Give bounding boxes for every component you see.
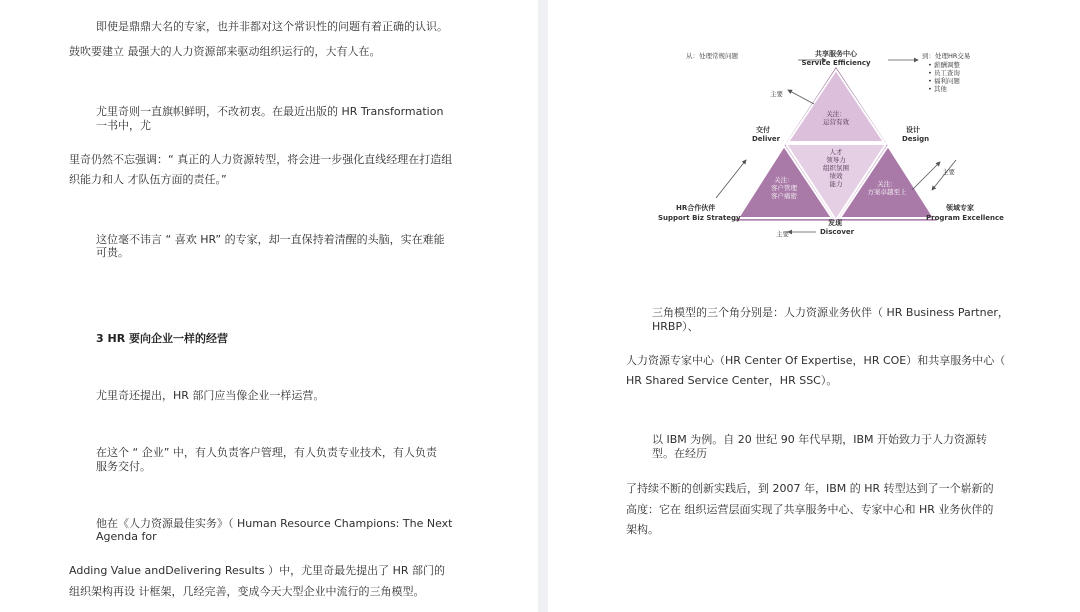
top-triangle: [788, 70, 884, 142]
deliver-label-cn: 交付: [756, 126, 770, 134]
hr-three-pillar-diagram: [656, 40, 1016, 240]
diagram-list-item: • 其他: [928, 85, 947, 93]
paragraph-line: Agenda for: [96, 530, 157, 543]
paragraph-line: 在这个 “ 企业” 中，有人负责客户管理，有人负责专业技术，有人负责: [96, 446, 437, 459]
diagram-list-item: • 薪酬调整: [928, 61, 960, 69]
paragraph-line: 型。在经历: [652, 447, 707, 460]
ssc-title-cn: 共享服务中心: [815, 50, 857, 58]
paragraph-line: HR Shared Service Center，HR SSC）。: [626, 374, 838, 387]
paragraph-line: 人力资源专家中心（HR Center Of Expertise，HR COE）和共享服务中心（: [626, 354, 1006, 367]
main-label: 主要: [776, 230, 789, 238]
main-label: 主要: [942, 168, 955, 176]
hrbp-label-en: Support Biz Strategy: [658, 214, 741, 222]
paragraph-line: 以 IBM 为例。自 20 世纪 90 年代早期，IBM 开始致力于人力资源转: [652, 433, 988, 446]
right-page: [548, 0, 1080, 612]
paragraph-line: 尤里奇还提出，HR 部门应当像企业一样运营。: [96, 389, 325, 402]
paragraph-line: HRBP）、: [652, 320, 699, 333]
top-triangle-text: 关注： 运营有效: [823, 110, 849, 126]
coe-label-en: Program Excellence: [926, 214, 1004, 222]
discover-label-en: Discover: [820, 228, 855, 236]
main-label: 主要: [770, 90, 783, 98]
paragraph-line: 三角模型的三个角分别是：人力资源业务伙伴（ HR Business Partner，: [652, 306, 1009, 319]
right-triangle-text: 关注： 方案卓越至上: [867, 180, 907, 196]
design-label-en: Design: [902, 135, 930, 143]
deliver-label-en: Deliver: [752, 135, 781, 143]
paragraph-line: 可贵。: [96, 246, 129, 259]
arrow: [716, 160, 746, 198]
paragraph-line: 这位毫不讳言 “ 喜欢 HR” 的专家，却一直保持着清醒的头脑，实在难能: [96, 233, 445, 246]
diagram-note: 到：处理HR交易: [922, 52, 971, 60]
paragraph-line: 里奇仍然不忘强调：“ 真正的人力资源转型，将会进一步强化直线经理在打造组: [69, 153, 453, 166]
paragraph-line: 他在《人力资源最佳实务》（ Human Resource Champions: The Next: [96, 517, 453, 530]
discover-label-cn: 发现: [828, 219, 842, 227]
design-label-cn: 设计: [906, 126, 920, 134]
paragraph-line: 鼓吹要建立 最强大的人力资源部来驱动组织运行的，大有人在。: [69, 45, 381, 58]
diagram-list-item: • 员工查询: [928, 69, 960, 77]
ssc-title-en: Service Efficiency: [801, 59, 871, 67]
paragraph-line: 服务交付。: [96, 460, 151, 473]
diagram-note: 从：处理常规问题: [686, 52, 738, 60]
paragraph-line: 架构。: [626, 523, 659, 536]
paragraph-line: 组织架构再设 计框架，几经完善，变成今天大型企业中流行的三角模型。: [69, 585, 425, 598]
center-triangle-text: 人才 领导力 组织氛围 绩效 能力: [823, 148, 849, 188]
paragraph-line: 高度：它在 组织运营层面实现了共享服务中心、专家中心和 HR 业务伙伴的: [626, 503, 994, 516]
section-heading: 3 HR 要向企业一样的经营: [96, 332, 228, 345]
hrbp-label-cn: HR合作伙伴: [676, 204, 716, 212]
paragraph-line: 织能力和人 才队伍方面的责任。”: [69, 173, 227, 186]
paragraph-line: Adding Value andDelivering Results ）中，尤里奇最先提出了 HR 部门的: [69, 564, 445, 577]
left-triangle-text: 关注： 客户管理 客户痛密: [771, 176, 797, 200]
coe-label-cn: 领域专家: [946, 204, 974, 212]
arrow: [788, 90, 814, 104]
paragraph-line: 一书中，尤: [96, 119, 151, 132]
paragraph-line: 尤里奇则一直旗帜鲜明，不改初衷。在最近出版的 HR Transformation: [96, 105, 444, 118]
paragraph-line: 了持续不断的创新实践后，到 2007 年，IBM 的 HR 转型达到了一个崭新的: [626, 482, 994, 495]
diagram-list-item: • 福利问题: [928, 77, 960, 85]
paragraph-line: 即使是鼎鼎大名的专家，也并非都对这个常识性的问题有着正确的认识。: [96, 20, 448, 33]
left-page: [0, 0, 538, 612]
